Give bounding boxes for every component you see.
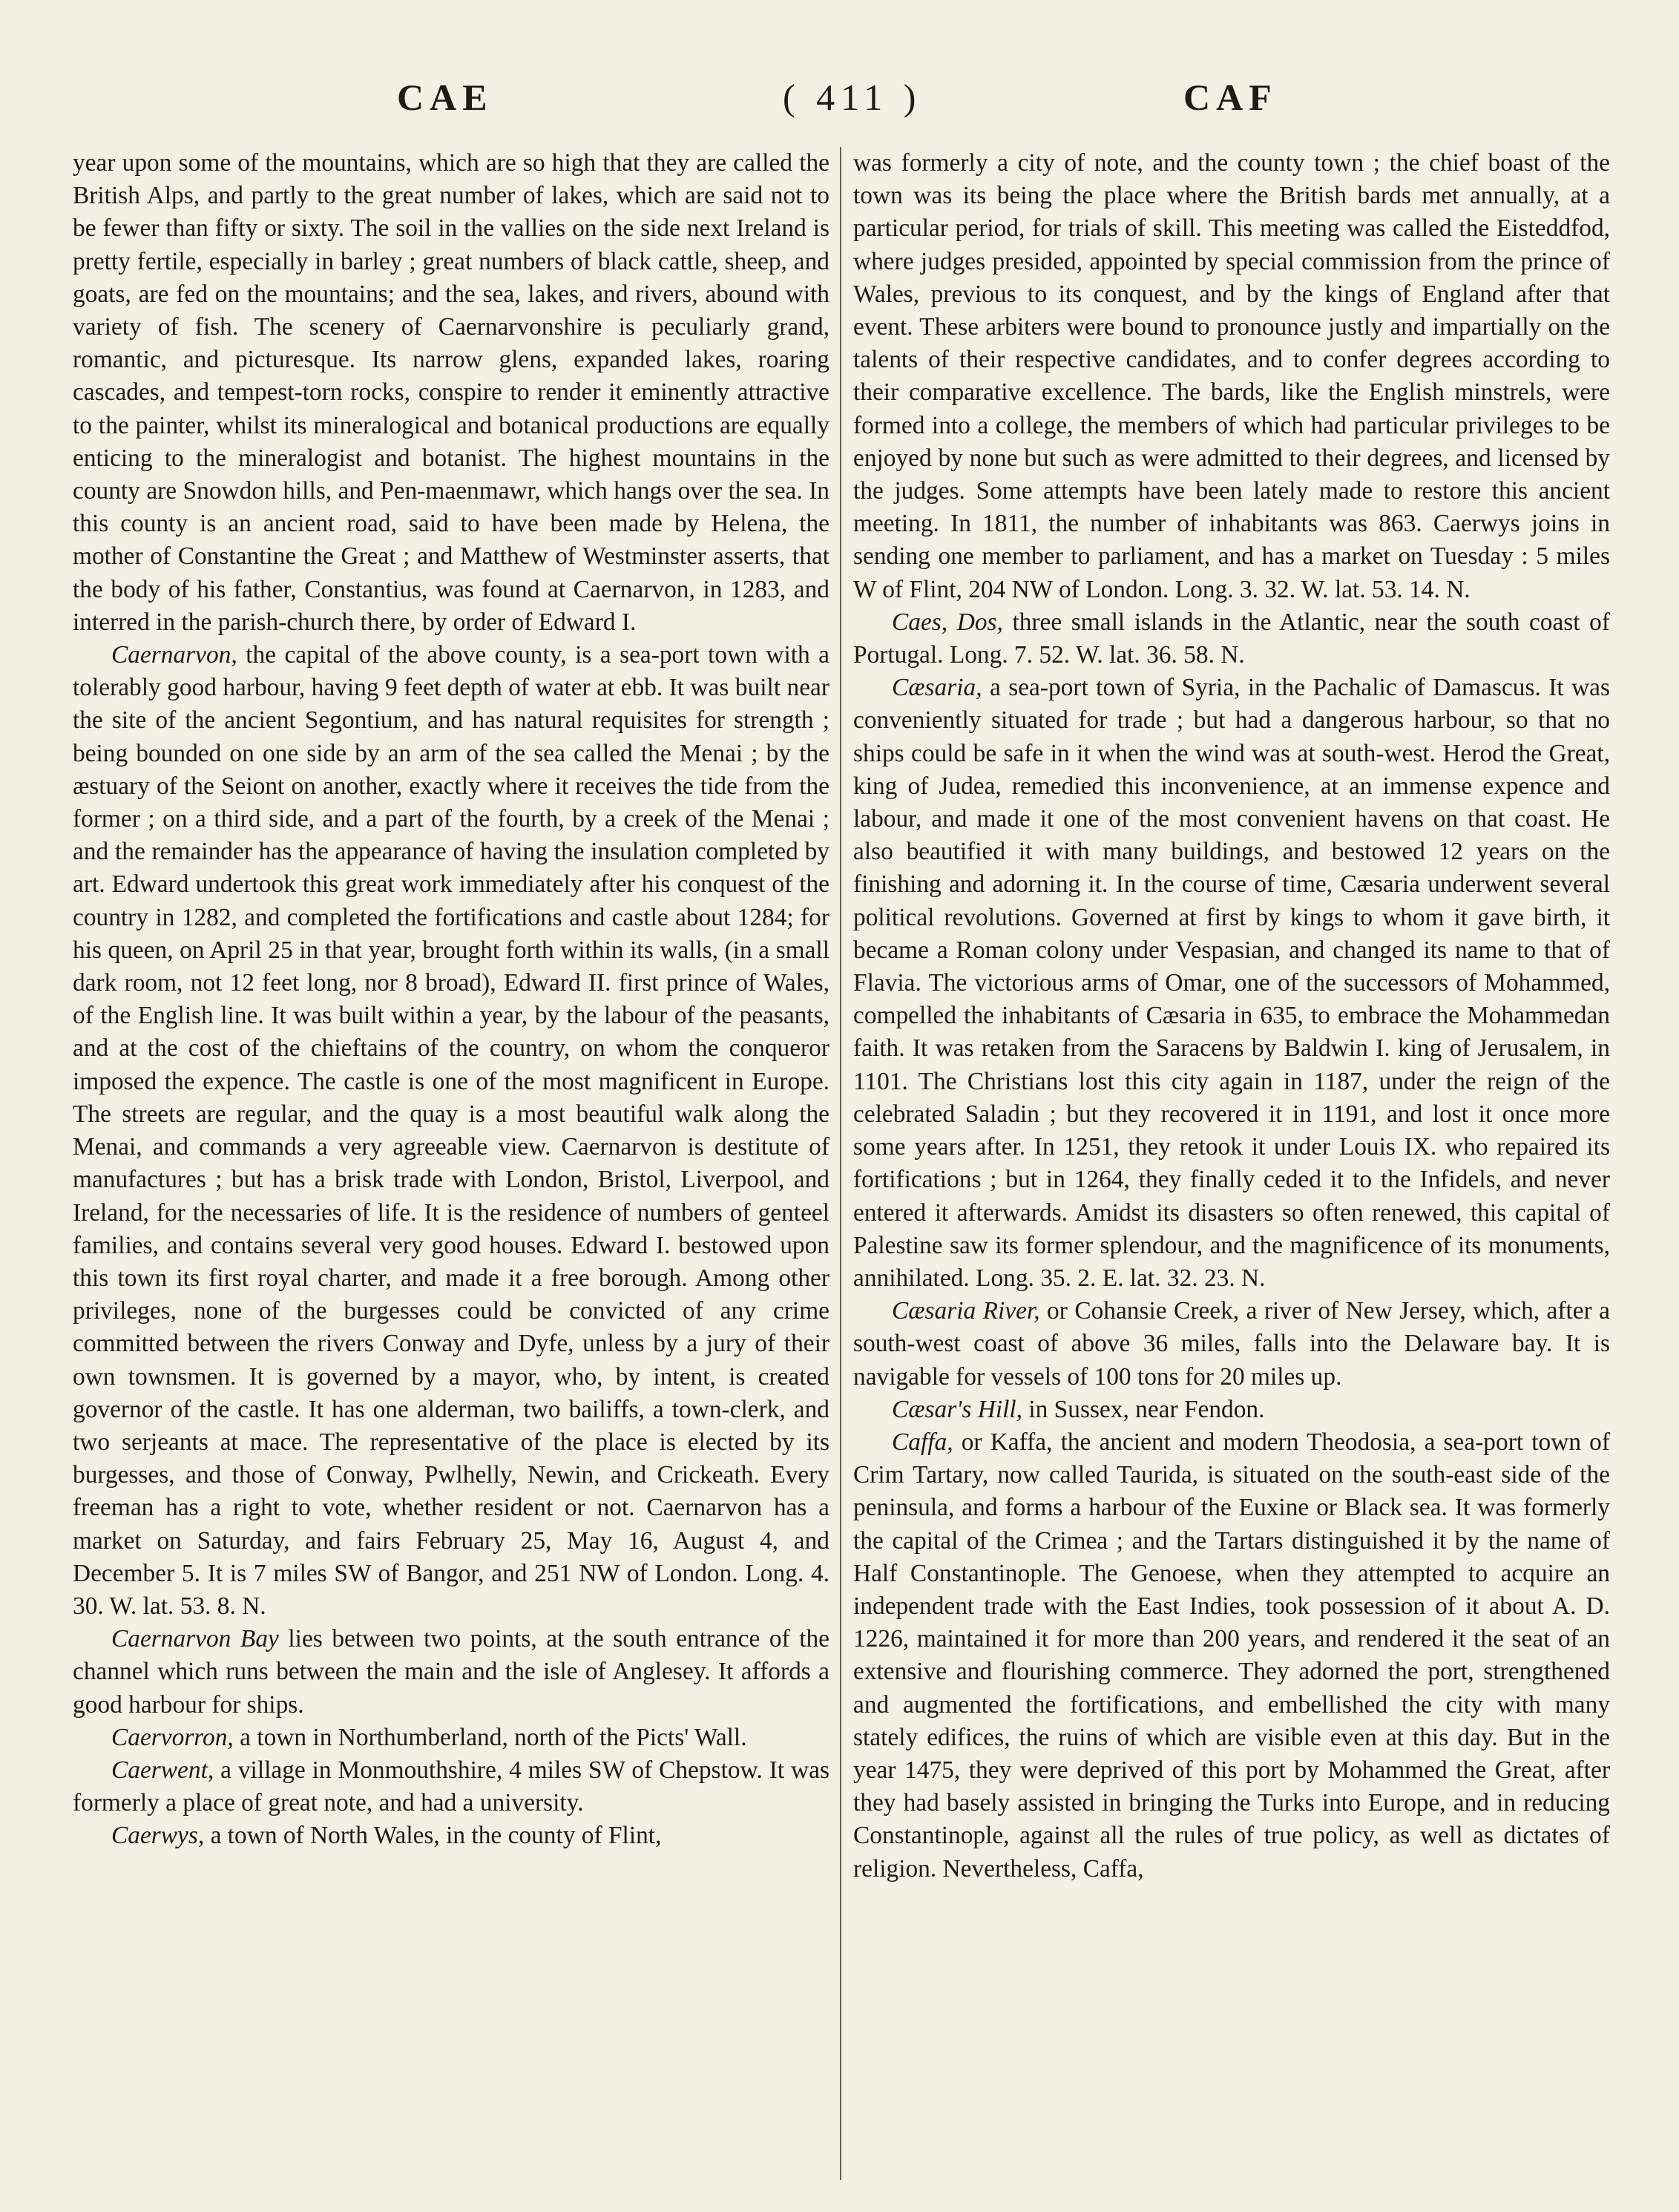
entry-paragraph: Cæsaria, a sea-port town of Syria, in the Pachalic of Damascus. It was conveniently situated for trade ; but had a dangerous harbour, so that no ships could be safe in it when the wind was at south-west. Herod the Great, king of Judea, remedied this inconvenience, at an immense expence and labour, and made it one of the most convenient havens on that coast. He also beautified it with many buildings, and bestowed 12 years on the finishing and adorning it. In the course of time, Cæsaria underwent several political revolutions. Governed at first by kings to whom it gave birth, it became a Roman colony under Vespasian, and changed its name to that of Flavia. The victorious arms of Omar, one of the successors of Mohammed, compelled the inhabitants of Cæsaria in 635, to embrace the Mohammedan faith. It was retaken from the Saracens by Baldwin I. king of Jerusalem, in 1101. The Christians lost this city again in 1187, under the reign of the celebrated Saladin ; but they recovered it in 1191, and lost it once more some years after. In 1251, they retook it under Louis IX. who repaired its fortifications ; but in 1264, they finally ceded it to the Infidels, and never entered it afterwards. Amidst its disasters so often renewed, this capital of Palestine saw its former splendour, and the magnificence of its monuments, annihilated. Long. 35. 2. E. lat. 32. 23. N. (853, 674, 1610, 1292)
entry-paragraph: Caernarvon Bay lies between two points, at the south entrance of the channel which runs between the main and the isle of Anglesey. It affords a good harbour for ships. (73, 1625, 829, 1719)
entry-paragraph: Caerwent, a village in Monmouthshire, 4 miles SW of Chepstow. It was formerly a place of great note, and had a university. (73, 1756, 829, 1817)
entry-headword: Caerwent, (111, 1756, 214, 1784)
entry-paragraph: Caffa, or Kaffa, the ancient and modern Theodosia, a sea-port town of Crim Tartary, now called Taurida, is situated on the south-east side of the peninsula, and forms a harbour of the Euxine or Black sea. It was formerly the capital of the Crimea ; and the Tartars distinguished it by the name of Half Constantinople. The Genoese, when they attempted to acquire an independent trade with the East Indies, took possession of it about A. D. 1226, maintained it for more than 200 years, and rendered it the seat of an extensive and flourishing commerce. They adorned the port, strengthened and augmented the fortifications, and embellished the city with many stately edifices, the ruins of which are visible even at this day. But in the year 1475, they were deprived of this port by Mohammed the Great, after they had basely assisted in bringing the Turks into Europe, and in reducing Constantinople, against all the rules of true policy, as well as dictates of religion. Nevertheless, Caffa, (853, 1428, 1610, 1883)
page-number: ( 411 ) (783, 76, 922, 118)
entry-headword: Caernarvon, (111, 641, 237, 669)
entry-paragraph: Cæsaria River, or Cohansie Creek, a river of New Jersey, which, after a south-west coast of above 36 miles, falls into the Delaware bay. It is navigable for vessels of 100 tons for 20 miles up. (853, 1297, 1610, 1391)
entry-headword: Caervorron, (111, 1723, 234, 1751)
entry-paragraph: Caervorron, a town in Northumberland, north of the Picts' Wall. (111, 1723, 747, 1751)
running-header (0, 76, 1679, 128)
entry-paragraph: Caerwys, a town of North Wales, in the county of Flint, (111, 1822, 662, 1850)
entry-headword: Caernarvon Bay (111, 1625, 279, 1653)
entry-paragraph: year upon some of the mountains, which are so high that they are called the British Alps, and partly to the great number of lakes, which are said not to be fewer than fifty or sixty. The soil in the vallies on the side next Ireland is pretty fertile, especially in barley ; great numbers of black cattle, sheep, and goats, are fed on the mountains; and the sea, lakes, and rivers, abound with variety of fish. The scenery of Caernarvonshire is peculiarly grand, romantic, and picturesque. Its narrow glens, expanded lakes, roaring cascades, and tempest-torn rocks, conspire to render it eminently attractive to the painter, whilst its mineralogical and botanical productions are equally enticing to the mineralogist and botanist. The highest mountains in the county are Snowdon hills, and Pen-maenmawr, which hangs over the sea. In this county is an ancient road, said to have been made by Helena, the mother of Constantine the Great ; and Matthew of Westminster asserts, that the body of his father, Constantius, was found at Caernarvon, in 1283, and interred in the parish-church there, by order of Edward I. (73, 149, 829, 636)
entry-headword: Cæsar's Hill, (892, 1395, 1023, 1423)
entry-paragraph: Caes, Dos, three small islands in the Atlantic, near the south coast of Portugal. Long. 7. 52. W. lat. 36. 58. N. (853, 608, 1610, 669)
entry-headword: Caerwys, (111, 1822, 205, 1850)
entry-headword: Caes, Dos, (892, 608, 1003, 636)
entry-paragraph: was formerly a city of note, and the county town ; the chief boast of the town was its being the place where the British bards met annually, at a particular period, for trials of skill. This meeting was called the Eisteddfod, where judges presided, appointed by special commission from the prince of Wales, previous to its conquest, and by the kings of England after that event. These arbiters were bound to pronounce justly and impartially on the talents of their respective candidates, and to confer degrees according to their comparative excellence. The bards, like the English minstrels, were formed into a college, the members of which had particular privileges to be enjoyed by none but such as were admitted to their degrees, and licensed by the judges. Some attempts have been lately made to restore this ancient meeting. In 1811, the number of inhabitants was 863. Caerwys joins in sending one member to parliament, and has a market on Tuesday : 5 miles W of Flint, 204 NW of London. Long. 3. 32. W. lat. 53. 14. N. (853, 149, 1610, 603)
entry-paragraph: Caernarvon, the capital of the above county, is a sea-port town with a tolerably good harbour, having 9 feet depth of water at ebb. It was built near the site of the ancient Segontium, and has natural requisites for strength ; being bounded on one side by an arm of the sea called the Menai ; by the æstuary of the Seiont on another, exactly where it receives the tide from the former ; on a third side, and a part of the fourth, by a creek of the Menai ; and the remainder has the appearance of having the insulation completed by art. Edward undertook this great work immediately after his conquest of the country in 1282, and completed the fortifications and castle about 1284; for his queen, on April 25 in that year, brought forth within its walls, (in a small dark room, not 12 feet long, nor 8 broad), Edward II. first prince of Wales, of the English line. It was built within a year, by the labour of the peasants, and at the cost of the chieftains of the country, on whom the conqueror imposed the expence. The castle is one of the most magnificent in Europe. The streets are regular, and the quay is a most beautiful walk along the Menai, and commands a very agreeable view. Caernarvon is destitute of manufactures ; but has a brisk trade with London, Bristol, Liverpool, and Ireland, for the necessaries of life. It is the residence of numbers of genteel families, and contains several very good houses. Edward I. bestowed upon this town its first royal charter, and made it a free borough. Among other privileges, none of the burgesses could be convicted of any crime committed between the rivers Conway and Dyfe, unless by a jury of their own townsmen. It is governed by a mayor, who, by intent, is created governor of the castle. It has one alderman, two bailiffs, a town-clerk, and two serjeants at mace. The representative of the place is elected by its burgesses, and those of Conway, Pwlhelly, Newin, and Crickeath. Every freeman has a right to vote, whether resident or not. Caernarvon has a market on Saturday, and fairs February 25, May 16, August 4, and December 5. It is 7 miles SW of Bangor, and 251 NW of London. Long. 4. 30. W. lat. 53. 8. N. (73, 641, 829, 1620)
entry-headword: Cæsaria River, (892, 1297, 1040, 1325)
entry-paragraph: Cæsar's Hill, in Sussex, near Fendon. (892, 1395, 1265, 1423)
left-column (73, 147, 829, 2180)
entry-headword: Caffa, (892, 1428, 953, 1456)
header-left-guideword: CAE (397, 76, 493, 118)
header-right-guideword: CAF (1183, 76, 1278, 118)
right-column (853, 147, 1610, 2180)
entry-headword: Cæsaria, (892, 674, 982, 702)
column-divider (840, 147, 841, 2180)
